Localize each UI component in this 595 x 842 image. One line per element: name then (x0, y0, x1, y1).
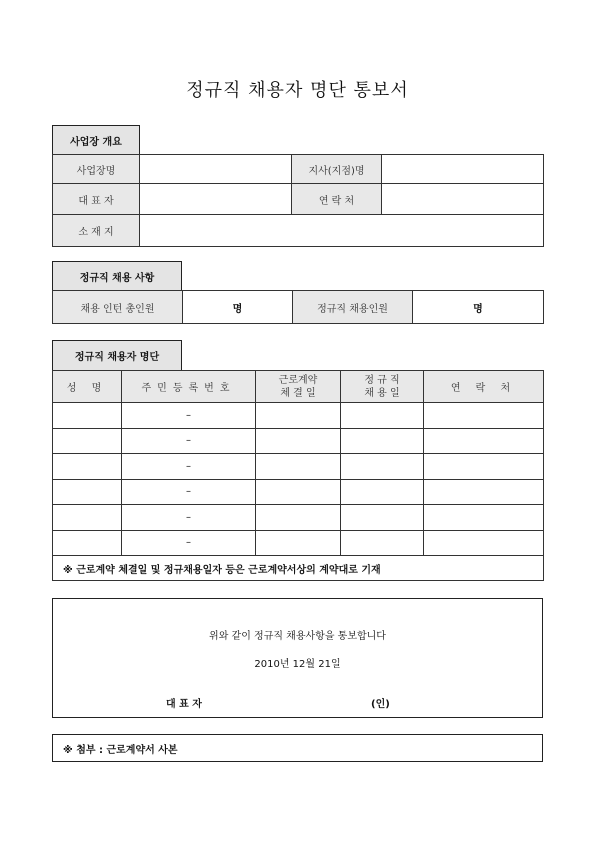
cell-contact[interactable] (424, 530, 544, 556)
col-header-contract-line1: 근로계약 (278, 374, 318, 386)
notice-statement: 위와 같이 정규직 채용사항을 통보합니다 (209, 631, 386, 642)
representative-label: 대 표 자 (53, 184, 140, 215)
cell-contract-date[interactable] (256, 505, 341, 531)
section-tab-business-overview (52, 125, 140, 154)
notice-representative-label: 대 표 자 (166, 699, 202, 710)
regular-hired-label: 정규직 채용인원 (293, 291, 413, 324)
notice-seal[interactable]: (인) (371, 699, 390, 710)
hire-list-note: ※ 근로계약 체결일 및 정규채용일자 등은 근로계약서상의 계약대로 기재 (53, 556, 544, 581)
cell-id[interactable] (122, 479, 256, 505)
table-row (53, 530, 544, 556)
cell-name[interactable] (53, 530, 122, 556)
cell-hire-date[interactable] (341, 530, 424, 556)
cell-contact[interactable] (424, 479, 544, 505)
col-header-contract-date (256, 371, 341, 403)
cell-contact[interactable] (424, 505, 544, 531)
col-header-contract-line2: 체 결 일 (280, 387, 316, 399)
col-header-name-text: 성 명 (66, 383, 108, 394)
hire-list-table (52, 370, 544, 581)
cell-id[interactable] (122, 454, 256, 480)
cell-contract-date[interactable] (256, 403, 341, 429)
cell-contract-date[interactable] (256, 428, 341, 454)
cell-name[interactable] (53, 454, 122, 480)
business-name-field[interactable] (140, 155, 292, 184)
table-row (53, 428, 544, 454)
cell-contact[interactable] (424, 454, 544, 480)
intern-total-label: 채용 인턴 총인원 (53, 291, 183, 324)
address-field[interactable] (140, 215, 544, 247)
col-header-hire-line2: 채 용 일 (364, 387, 400, 399)
regular-hiring-table (52, 290, 544, 324)
cell-id[interactable] (122, 530, 256, 556)
business-name-label: 사업장명 (53, 155, 140, 184)
representative-field[interactable] (140, 184, 292, 215)
section-tab-regular-hiring (52, 261, 182, 290)
cell-name[interactable] (53, 505, 122, 531)
notice-date: 2010년 12월 21일 (254, 659, 341, 670)
business-overview-table (52, 154, 544, 247)
id-dash: – (186, 409, 191, 421)
cell-hire-date[interactable] (341, 403, 424, 429)
branch-name-field[interactable] (382, 155, 544, 184)
section-tab-label: 정규직 채용 사항 (79, 272, 155, 284)
cell-name[interactable] (53, 479, 122, 505)
cell-id[interactable] (122, 505, 256, 531)
id-dash: – (186, 511, 191, 523)
col-header-hire-line1: 정 규 직 (364, 374, 400, 386)
intern-total-field[interactable] (183, 291, 293, 324)
contact-label: 연 락 처 (292, 184, 382, 215)
id-dash: – (186, 435, 191, 447)
branch-name-label: 지사(지점)명 (292, 155, 382, 184)
section-tab-label: 사업장 개요 (70, 136, 122, 148)
cell-hire-date[interactable] (341, 505, 424, 531)
cell-contact[interactable] (424, 403, 544, 429)
cell-hire-date[interactable] (341, 479, 424, 505)
cell-name[interactable] (53, 428, 122, 454)
col-header-name (53, 371, 122, 403)
regular-hired-unit: 명 (473, 303, 483, 315)
col-header-contact-text: 연 락 처 (450, 383, 517, 394)
table-row (53, 479, 544, 505)
cell-id[interactable] (122, 403, 256, 429)
section-tab-hire-list (52, 340, 182, 370)
cell-id[interactable] (122, 428, 256, 454)
intern-total-unit: 명 (232, 303, 243, 315)
col-header-id (122, 371, 256, 403)
col-header-hire-date (341, 371, 424, 403)
cell-hire-date[interactable] (341, 454, 424, 480)
table-row (53, 454, 544, 480)
address-label: 소 재 지 (53, 215, 140, 247)
table-row (53, 505, 544, 531)
attachment-box (52, 734, 543, 762)
regular-hired-field[interactable] (413, 291, 544, 324)
cell-contact[interactable] (424, 428, 544, 454)
cell-contract-date[interactable] (256, 530, 341, 556)
cell-contract-date[interactable] (256, 479, 341, 505)
document-title: 정규직 채용자 명단 통보서 (186, 80, 409, 101)
col-header-contact (424, 371, 544, 403)
attachment-text: ※ 첨부 : 근로계약서 사본 (63, 744, 178, 756)
id-dash: – (186, 486, 191, 498)
cell-name[interactable] (53, 403, 122, 429)
col-header-id-text: 주민등록번호 (141, 383, 236, 394)
cell-contract-date[interactable] (256, 454, 341, 480)
cell-hire-date[interactable] (341, 428, 424, 454)
id-dash: – (186, 460, 191, 472)
id-dash: – (186, 537, 191, 549)
table-row (53, 403, 544, 429)
notice-box (52, 598, 543, 718)
section-tab-label: 정규직 채용자 명단 (74, 352, 160, 363)
contact-field[interactable] (382, 184, 544, 215)
